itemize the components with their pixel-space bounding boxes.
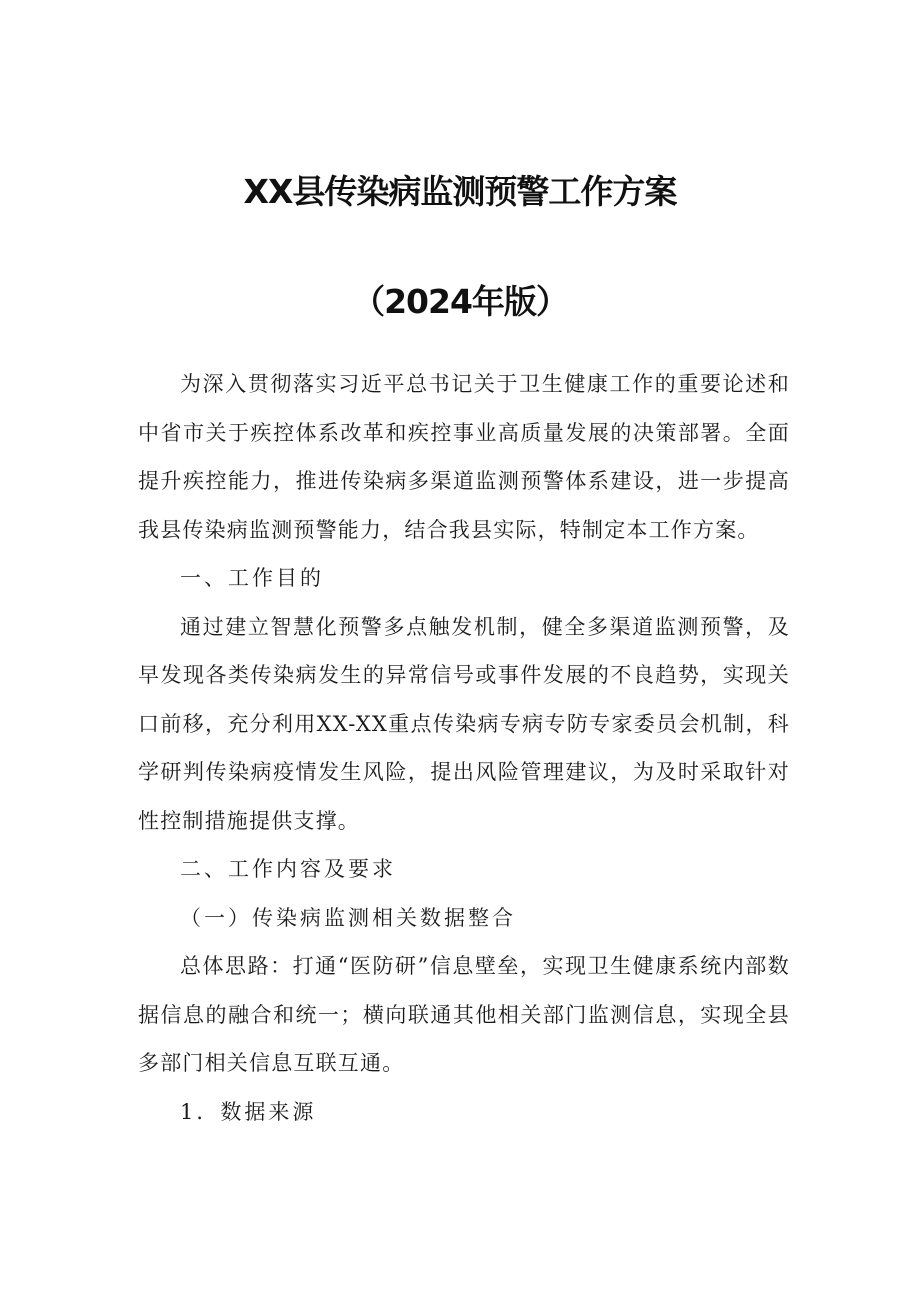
- document-body: [138, 360, 790, 1136]
- document-subtitle: （2024年版）: [352, 282, 568, 321]
- item1-heading: 1．数据来源: [180, 1099, 317, 1124]
- section2-heading: 二、工作内容及要求: [180, 857, 396, 881]
- document-title: XX县传染病监测预警工作方案: [243, 172, 677, 211]
- intro-paragraph: 为深入贯彻落实习近平总书记关于卫生健康工作的重要论述和中省市关于疾控体系改革和疾控事业高质量发展的决策部署。全面提升疾控能力，推进传染病多渠道监测预警体系建设，进一步提高我县传染病监测预警能力，结合我县实际，特制定本工作方案。: [138, 372, 790, 542]
- subsection1-paragraph: 总体思路：打通“医防研”信息壁垒，实现卫生健康系统内部数据信息的融合和统一；横向联通其他相关部门监测信息，实现全县多部门相关信息互联互通。: [138, 954, 790, 1075]
- section1-paragraph: 通过建立智慧化预警多点触发机制，健全多渠道监测预警，及早发现各类传染病发生的异常信号或事件发展的不良趋势，实现关口前移，充分利用XX-XX重点传染病专病专防专家委员会机制，科学研判传染病疫情发生风险，提出风险管理建议，为及时采取针对性控制措施提供支撑。: [138, 614, 790, 833]
- section1-heading: 一、工作目的: [180, 566, 324, 590]
- subsection1-heading: （一）传染病监测相关数据整合: [180, 905, 516, 930]
